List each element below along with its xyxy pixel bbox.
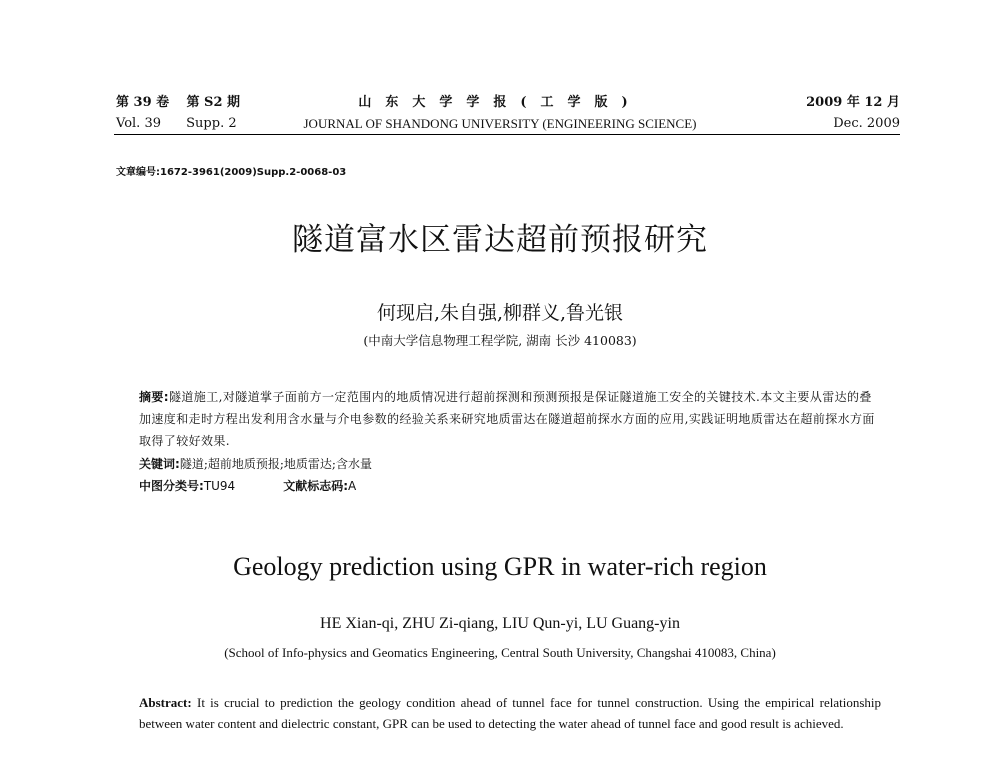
journal-title-cn: 山东大学学报(工学版) [358,95,642,110]
abstract-en [139,692,881,734]
keywords-cn [139,453,372,475]
title-en: Geology prediction using GPR in water-rich region [233,552,767,581]
affiliation-en: (School of Info-physics and Geomatics Engineering, Central South University, Changshai 410083, China) [224,645,776,660]
doc-code-label: 文献标志码: [283,479,349,493]
journal-title-en: JOURNAL OF SHANDONG UNIVERSITY (ENGINEERING SCIENCE) [303,116,697,131]
class-label: 中图分类号: [139,479,204,493]
issue-cn: 第 S2 期 [186,95,241,110]
abstract-en-text: It is crucial to prediction the geology condition ahead of tunnel face for tunnel construction. Using the empirical relationship between water content and dielectric constant, GPR can be used to detecting the water ahead of tunnel face and good result is achieved. [139,695,881,731]
date-en: Dec. 2009 [833,116,900,131]
date-cn: 2009 年 12 月 [806,95,900,110]
header-rule [114,134,900,135]
abstract-cn [139,386,877,452]
doc-code-value: A [348,479,357,493]
affiliation-cn: (中南大学信息物理工程学院, 湖南 长沙 410083) [363,333,637,348]
header-right [806,92,900,134]
abstract-en-label: Abstract: [139,695,192,710]
authors-cn: 何现启,朱自强,柳群义,鲁光银 [376,302,624,324]
header-left [116,92,240,134]
issue-en: Supp. 2 [186,116,237,131]
volume-cn: 第 39 卷 [116,95,170,110]
authors-en: HE Xian-qi, ZHU Zi-qiang, LIU Qun-yi, LU Guang-yin [320,615,680,632]
class-value: TU94 [203,479,236,493]
abstract-cn-label: 摘要: [139,390,169,404]
volume-en: Vol. 39 [116,116,161,131]
abstract-cn-text: 隧道施工,对隧道掌子面前方一定范围内的地质情况进行超前探测和预测预报是保证隧道施工安全的关键技术.本文主要从雷达的叠加速度和走时方程出发利用含水量与介电参数的经验关系来研究地质雷达在隧道超前探水方面的应用,实践证明地质雷达在超前探水方面取得了较好效果. [139,390,875,448]
keywords-cn-text: 隧道;超前地质预报;地质雷达;含水量 [179,457,372,471]
keywords-cn-label: 关键词: [139,457,180,471]
header-journal [300,92,700,134]
title-cn: 隧道富水区雷达超前预报研究 [292,222,708,258]
article-number: 文章编号:1672-3961(2009)Supp.2-0068-03 [116,167,347,178]
classification-cn [139,475,356,497]
